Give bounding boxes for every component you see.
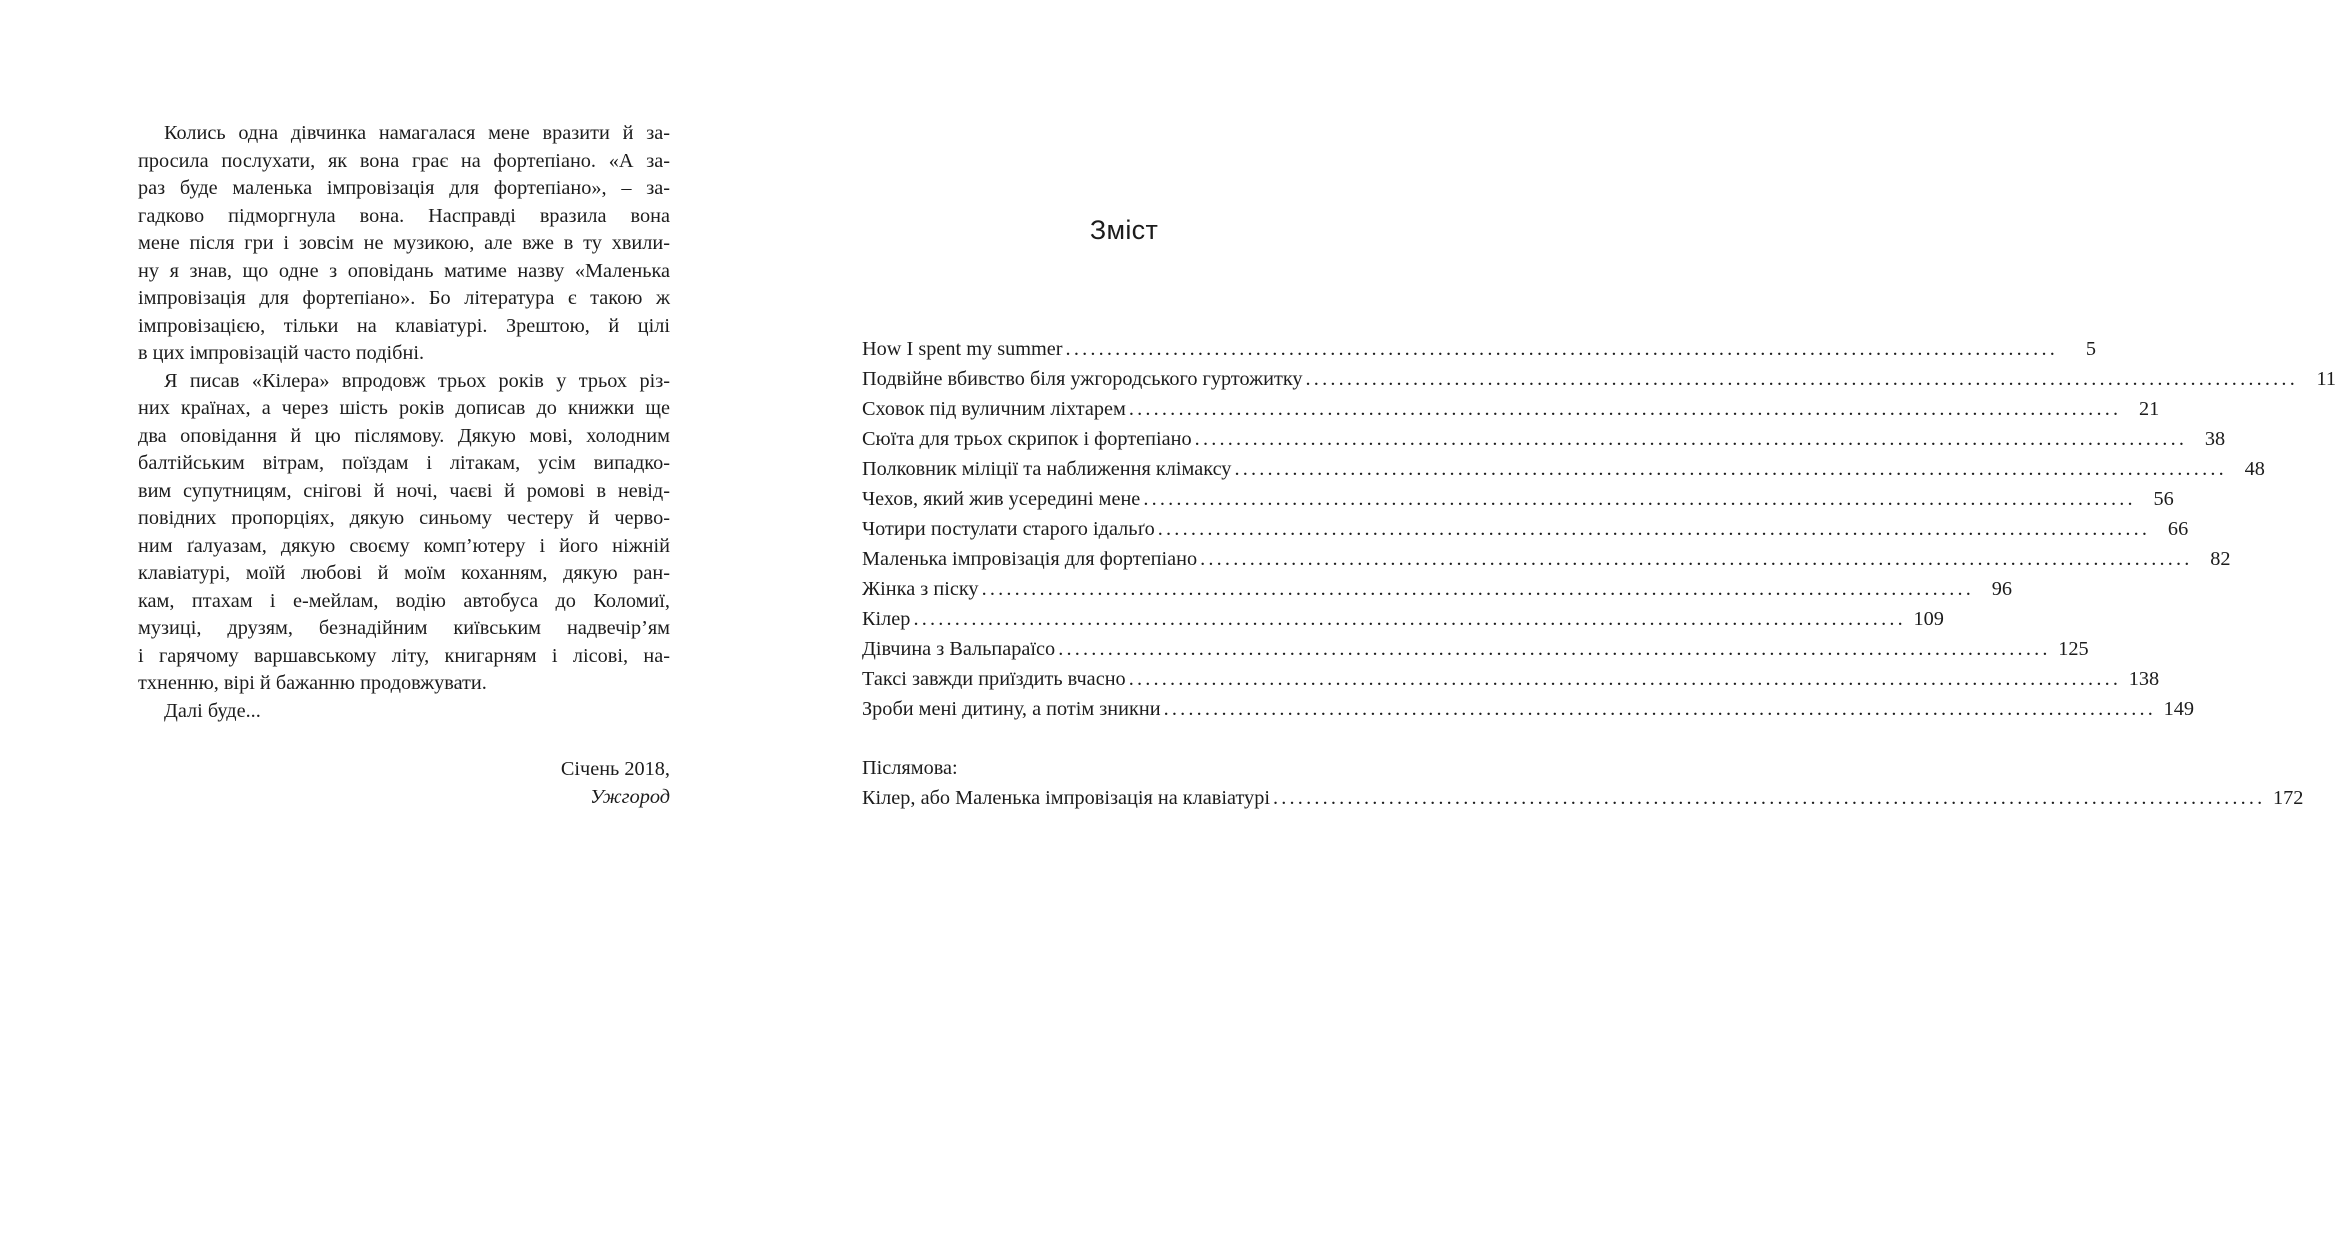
- leader-dots: ........................................................................................................................: [1194, 428, 2188, 450]
- toc-entry: [862, 364, 2336, 394]
- toc-entry-page: 125: [2058, 638, 2089, 660]
- toc-entry-title: Чотири постулати старого ідальґо: [862, 518, 1155, 540]
- text-line: два оповідання й цю післямову. Дякую мові, холодним: [138, 424, 670, 447]
- toc-entry-page: 96: [1991, 578, 2012, 600]
- toc-entry-page: 11: [2316, 368, 2336, 390]
- table-of-contents: [862, 334, 2336, 724]
- text-line: повідних пропорціях, дякую синьому честеру й черво-: [138, 507, 670, 529]
- page-title: Зміст: [1089, 215, 1159, 245]
- toc-entry: [862, 394, 2160, 424]
- toc-afterword: [862, 753, 2304, 813]
- toc-entry-title: Сюїта для трьох скрипок і фортепіано: [862, 428, 1192, 450]
- leader-dots: ........................................................................................................................: [1305, 368, 2298, 390]
- toc-entry: [862, 604, 1944, 634]
- signature-date: Січень 2018,: [560, 758, 670, 780]
- leader-dots: ........................................................................................................................: [1143, 488, 2136, 510]
- leader-dots: ........................................................................................................................: [1157, 518, 2151, 540]
- toc-entry-page: 21: [2138, 398, 2160, 420]
- text-line: гадково підморгнула вона. Насправді вразила вона: [138, 204, 670, 227]
- toc-entry: [862, 544, 2231, 574]
- text-line: мене після гри і зовсім не музикою, але вже в ту хвили-: [138, 232, 670, 254]
- leader-dots: ........................................................................................................................: [981, 578, 1974, 600]
- text-line: музиці, друзям, безнадійним київським надвечір’ям: [138, 617, 670, 639]
- toc-entry-page: 56: [2153, 488, 2174, 510]
- toc-entry-title: Чехов, який жив усередині мене: [862, 488, 1141, 510]
- toc-entry-page: 66: [2167, 518, 2189, 540]
- toc-entry-page: 5: [2085, 338, 2096, 360]
- toc-entry: [862, 334, 2096, 364]
- toc-entry: [862, 574, 2012, 604]
- text-line: ну я знав, що одне з оповідань матиме назву «Маленька: [138, 259, 670, 282]
- text-line: клавіатурі, моїй любові й моїм коханням, дякую ран-: [138, 562, 670, 584]
- toc-entry: [862, 454, 2265, 484]
- text-line: в цих імпровізацій часто подібні.: [138, 342, 425, 364]
- leader-dots: ........................................................................................................................: [1163, 698, 2156, 720]
- leader-dots: ........................................................................................................................: [1058, 638, 2051, 660]
- toc-entry-title: Маленька імпровізація для фортепіано: [862, 548, 1198, 570]
- signature: [561, 756, 670, 811]
- text-line: раз буде маленька імпровізація для фортепіано», – за-: [138, 177, 670, 199]
- text-line: просила послухати, як вона грає на фортепіано. «А за-: [138, 149, 670, 172]
- toc-entry-page: 38: [2204, 428, 2226, 450]
- afterword-text: [138, 120, 670, 725]
- afterword-label: Післямова:: [862, 757, 958, 779]
- toc-entry-title: How I spent my summer: [862, 338, 1063, 360]
- toc-entry: [862, 664, 2160, 694]
- text-line: вим супутницям, снігові й ночі, чаєві й ромові в невід-: [138, 479, 670, 502]
- leader-dots: ........................................................................................................................: [1128, 668, 2122, 690]
- text-line: імпровізація для фортепіано». Бо література є такою ж: [138, 287, 670, 309]
- signature-place: Ужгород: [590, 785, 670, 808]
- toc-entry: [862, 484, 2174, 514]
- leader-dots: ........................................................................................................................: [1065, 338, 2058, 360]
- leader-dots: ........................................................................................................................: [1272, 787, 2266, 809]
- leader-dots: ........................................................................................................................: [1234, 458, 2227, 480]
- text-line: балтійським вітрам, поїздам і літакам, усім випадко-: [138, 452, 670, 474]
- toc-entry-title: Таксі завжди приїздить вчасно: [862, 668, 1126, 690]
- text-line: Далі буде...: [164, 699, 261, 722]
- toc-entry-page: 109: [1913, 608, 1944, 630]
- toc-entry: [862, 634, 2089, 664]
- text-line: Колись одна дівчинка намагалася мене вразити й за-: [164, 122, 670, 144]
- text-line: імпровізацією, тільки на клавіатурі. Зрештою, й цілі: [138, 314, 670, 337]
- toc-entry-title: Подвійне вбивство біля ужгородського гуртожитку: [862, 368, 1303, 390]
- toc-entry: [862, 514, 2189, 544]
- text-line: кам, птахам і е-мейлам, водію автобуса до Коломиї,: [138, 589, 670, 612]
- toc-entry: [862, 694, 2194, 724]
- toc-entry-title: Зроби мені дитину, а потім зникни: [862, 698, 1161, 720]
- toc-entry-page: 82: [2210, 548, 2231, 570]
- toc-entry-page: 138: [2128, 668, 2160, 690]
- toc-entry-title: Полковник міліції та наближення клімаксу: [862, 458, 1232, 480]
- toc-entry-title: Сховок під вуличним ліхтарем: [862, 398, 1126, 420]
- toc-entry-page: 48: [2244, 458, 2265, 480]
- toc-entry-page: 172: [2273, 787, 2304, 809]
- leader-dots: ........................................................................................................................: [1128, 398, 2122, 420]
- text-line: і гарячому варшавському літу, книгарням і лісові, на-: [138, 644, 670, 667]
- toc-entry-page: 149: [2163, 698, 2194, 720]
- text-line: Я писав «Кілера» впродовж трьох років у трьох різ-: [164, 369, 670, 392]
- text-line: тхненню, вірі й бажанню продовжувати.: [138, 672, 487, 694]
- toc-entry-title: Кілер: [862, 608, 911, 630]
- toc-entry-title: Дівчина з Вальпараїсо: [862, 638, 1056, 660]
- leader-dots: ........................................................................................................................: [913, 608, 1906, 630]
- text-line: них країнах, а через шість років дописав до книжки ще: [138, 397, 670, 419]
- toc-entry-title: Кілер, або Маленька імпровізація на клавіатурі: [862, 787, 1270, 809]
- text-line: ним ґалуазам, дякую своєму комп’ютеру і його ніжній: [138, 534, 670, 557]
- leader-dots: ........................................................................................................................: [1200, 548, 2193, 570]
- toc-entry: [862, 783, 2304, 813]
- toc-entry: [862, 424, 2226, 454]
- toc-entry-title: Жінка з піску: [862, 578, 979, 600]
